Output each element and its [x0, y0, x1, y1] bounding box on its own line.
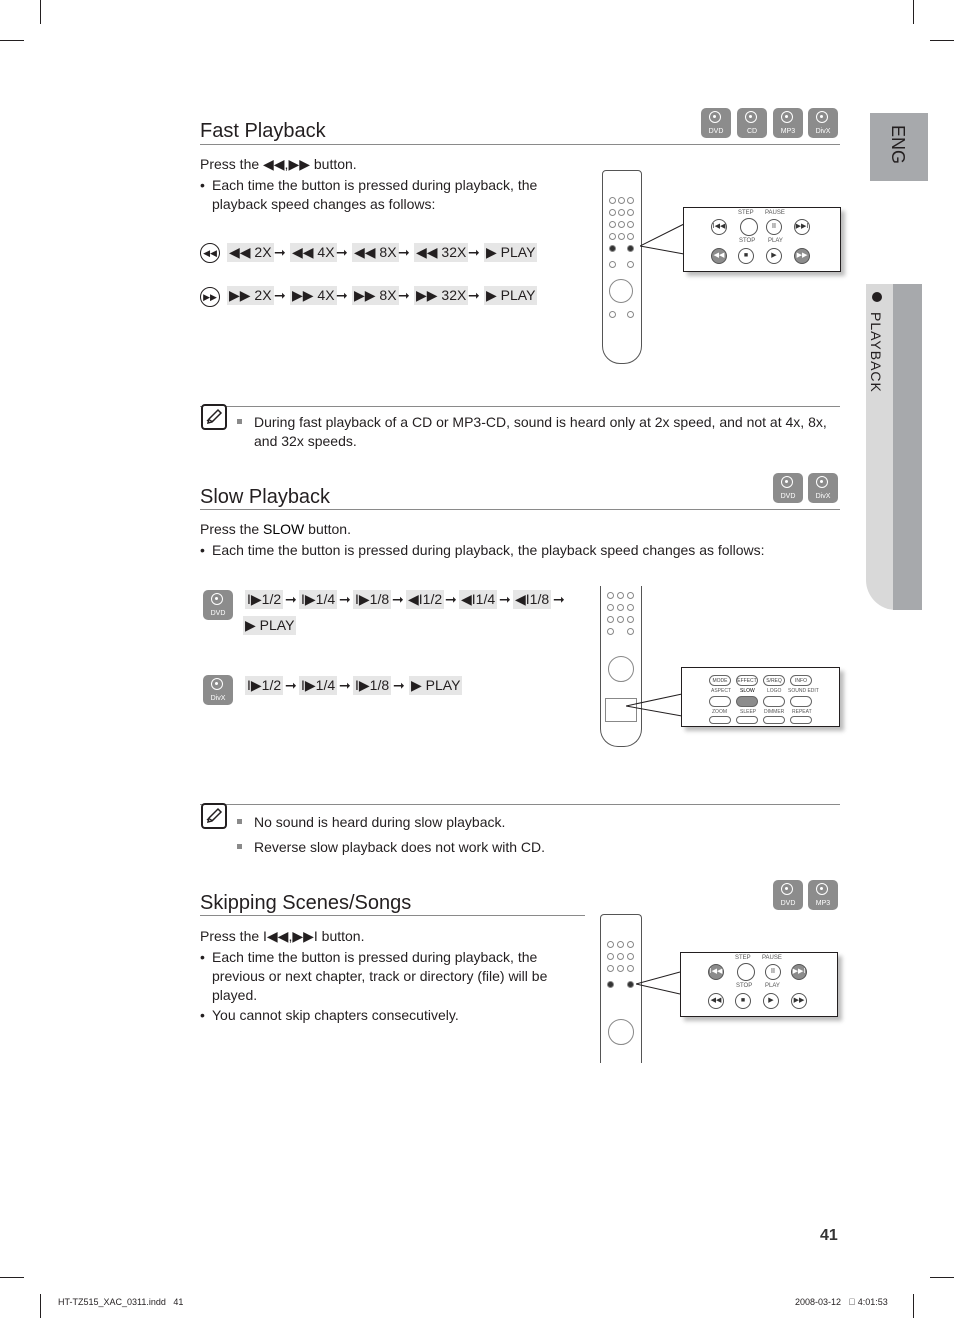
remote-callout: MODE EFFECT S/REQ INFO ASPECT SLOW LOGO SOUND EDIT ZOOM SLEEP DIMMER REPEAT [681, 667, 840, 727]
play-icon: ▶ [763, 993, 779, 1009]
skip-bullet: • You cannot skip chapters consecutively. [200, 1006, 557, 1025]
note-icon [201, 404, 227, 430]
slow-chip: I▶1/2 [247, 591, 282, 607]
arrow-icon: ➞ [398, 287, 410, 303]
fast-note: During fast playback of a CD or MP3-CD, sound is heard only at 2x speed, and not at 4x, 8x, and 32x speeds. [237, 413, 850, 451]
rev-chip: ◀◀ 2X [229, 244, 272, 260]
rewind-button-icon: ◀◀ [711, 248, 727, 264]
rev-chip: ◀◀ 32X [416, 244, 467, 260]
arrow-icon: ➞ [285, 591, 297, 607]
pause-icon: II [765, 964, 781, 980]
play-icon: ▶ [766, 248, 782, 264]
skip-rule [200, 915, 585, 916]
arrow-icon: ➞ [398, 244, 410, 260]
remote-control-image [602, 170, 642, 364]
arrow-icon: ➞ [499, 591, 511, 607]
section-tab-label: PLAYBACK [868, 312, 884, 393]
fast-press: Press the ◀◀,▶▶ button. [200, 156, 357, 172]
ff-button-icon: ▶▶ [791, 993, 807, 1009]
disc-dvd-icon: DVD [773, 880, 803, 910]
rewind-button-icon: ◀◀ [708, 993, 724, 1009]
footer-right: 2008-03-12 ￿ 4:01:53 [795, 1297, 888, 1307]
remote-callout: STEP PAUSE I◀◀ II ▶▶I STOP PLAY ◀◀ ■ ▶ ▶▶ [683, 207, 841, 272]
disc-dvd-icon: DVD [203, 590, 233, 620]
skip-press: Press the I◀◀,▶▶I button. [200, 928, 365, 944]
disc-mp3-icon: MP3 [808, 880, 838, 910]
slow-chip: ◀I1/4 [461, 591, 496, 607]
slow-chip: ◀I1/8 [515, 591, 550, 607]
skip-bullet: • Each time the button is pressed during playback, the previous or next chapter, track or directory (file) will be played. [200, 948, 557, 1005]
slow-chip: I▶1/2 [247, 677, 282, 693]
rev-chip: ◀◀ 8X [354, 244, 397, 260]
fast-forward-icon: ▶▶ [200, 287, 220, 307]
slow-chip: ▶ PLAY [411, 677, 461, 693]
disc-cd-icon: CD [737, 108, 767, 138]
arrow-icon: ➞ [339, 591, 351, 607]
note-rule [200, 406, 840, 407]
fast-title: Fast Playback [200, 120, 326, 142]
slow-chip: I▶1/8 [355, 591, 390, 607]
arrow-icon: ➞ [336, 244, 348, 260]
slow-rule [200, 509, 840, 510]
fwd-chip: ▶▶ 2X [229, 287, 272, 303]
slow-chip: I▶1/4 [301, 677, 336, 693]
ff-button-icon: ▶▶ [794, 248, 810, 264]
arrow-icon: ➞ [468, 244, 480, 260]
slow-chip: I▶1/8 [355, 677, 390, 693]
fwd-chip: ▶▶ 32X [416, 287, 467, 303]
note-icon [201, 803, 227, 829]
skip-forward-icon: ▶▶I [794, 219, 810, 235]
arrow-icon: ➞ [393, 677, 405, 693]
arrow-icon: ➞ [445, 591, 457, 607]
remote-callout: STEP PAUSE I◀◀ II ▶▶I STOP PLAY ◀◀ ■ ▶ ▶▶ [680, 952, 838, 1017]
fwd-chip: ▶▶ 8X [354, 287, 397, 303]
lang-tab-label: ENG [888, 125, 908, 165]
arrow-icon: ➞ [285, 677, 297, 693]
footer-left: HT-TZ515_XAC_0311.indd 41 [58, 1297, 184, 1307]
slow-note: No sound is heard during slow playback. [237, 813, 505, 832]
rewind-icon: ◀◀ [200, 243, 220, 263]
arrow-icon: ➞ [468, 287, 480, 303]
disc-dvd-icon: DVD [773, 473, 803, 503]
disc-dvd-icon: DVD [701, 108, 731, 138]
page-number: 41 [820, 1227, 838, 1244]
lang-tab [870, 113, 928, 181]
slow-chip: ▶ PLAY [245, 617, 295, 633]
pause-icon: II [766, 219, 782, 235]
slow-bullet: • Each time the button is pressed during playback, the playback speed changes as follows: [200, 541, 812, 560]
arrow-icon: ➞ [392, 591, 404, 607]
remote-control-image [600, 586, 642, 747]
skip-title: Skipping Scenes/Songs [200, 892, 412, 914]
section-dot [872, 292, 882, 302]
arrow-icon: ➞ [553, 591, 565, 607]
slow-chip: I▶1/4 [301, 591, 336, 607]
leader-lines [640, 220, 686, 260]
fast-rule [200, 144, 840, 145]
rev-chip: ◀◀ 4X [292, 244, 335, 260]
skip-back-icon: I◀◀ [708, 964, 724, 980]
fwd-chip: ▶ PLAY [486, 287, 536, 303]
slow-chip: ◀I1/2 [408, 591, 443, 607]
leader-lines [626, 690, 684, 720]
arrow-icon: ➞ [336, 287, 348, 303]
skip-back-icon: I◀◀ [711, 219, 727, 235]
rev-chip: ▶ PLAY [486, 244, 536, 260]
slow-title: Slow Playback [200, 486, 331, 508]
disc-divx-icon: DivX [808, 108, 838, 138]
disc-divx-icon: DivX [808, 473, 838, 503]
fwd-chip: ▶▶ 4X [292, 287, 335, 303]
disc-mp3-icon: MP3 [773, 108, 803, 138]
slow-press: Press the SLOW button. [200, 521, 351, 537]
stop-icon: ■ [738, 248, 754, 264]
arrow-icon: ➞ [274, 287, 286, 303]
section-tab-dark [893, 284, 922, 610]
arrow-icon: ➞ [339, 677, 351, 693]
disc-divx-icon: DivX [203, 675, 233, 705]
arrow-icon: ➞ [274, 244, 286, 260]
slow-note: Reverse slow playback does not work with CD. [237, 838, 545, 857]
leader-lines [636, 960, 682, 1000]
stop-icon: ■ [735, 993, 751, 1009]
skip-forward-icon: ▶▶I [791, 964, 807, 980]
note-rule [200, 804, 840, 805]
fast-bullet: • Each time the button is pressed during playback, the playback speed changes as follows: [200, 176, 557, 214]
